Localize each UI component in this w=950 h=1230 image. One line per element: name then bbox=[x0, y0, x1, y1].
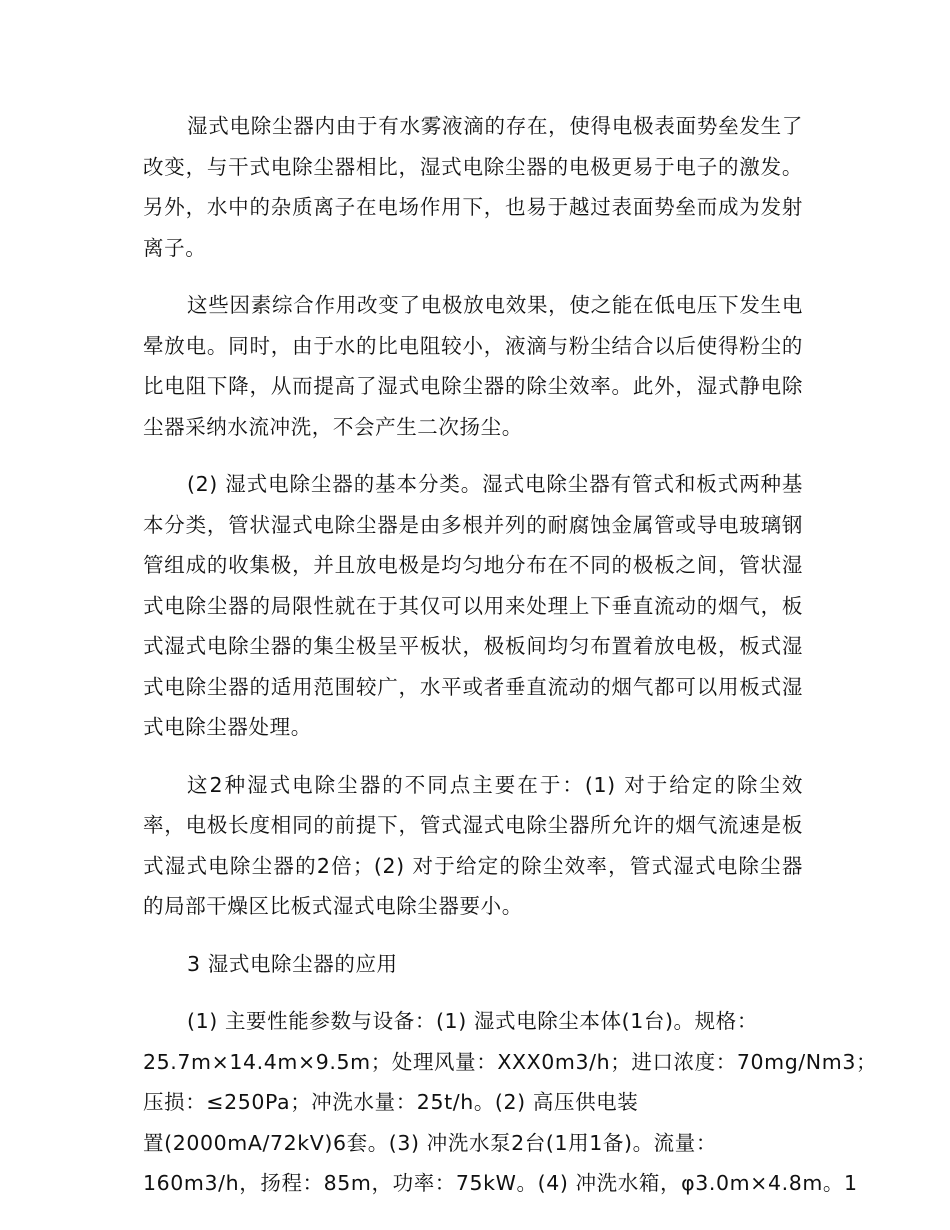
spec-line: 160m3/h，扬程：85m，功率：75kW。(4) 冲洗水箱，φ3.0m×4.8m。1 bbox=[143, 1171, 858, 1195]
paragraph-electrode-barrier: 湿式电除尘器内由于有水雾液滴的存在，使得电极表面势垒发生了改变，与干式电除尘器相比，湿式电除尘器的电极更易于电子的激发。另外，水中的杂质离子在电场作用下，也易于越过表面势垒而成为发射离子。 bbox=[143, 114, 803, 260]
document-body bbox=[143, 106, 878, 1204]
section-heading: 3 湿式电除尘器的应用 bbox=[187, 951, 398, 976]
paragraph-differences: 这2种湿式电除尘器的不同点主要在于：(1) 对于给定的除尘效率，电极长度相同的前提下，管式湿式电除尘器所允许的烟气流速是板式湿式电除尘器的2倍；(2) 对于给定的除尘效率，管式湿式电除尘器的局部干燥区比板式湿式电除尘器要小。 bbox=[143, 772, 803, 918]
spec-line: 25.7m×14.4m×9.5m；处理风量：XXX0m3/h；进口浓度：70mg/Nm3； bbox=[143, 1049, 878, 1074]
spec-line: 置(2000mA/72kV)6套。(3) 冲洗水泵2台(1用1备)。流量： bbox=[143, 1130, 717, 1155]
spec-line: (1) 主要性能参数与设备：(1) 湿式电除尘本体(1台)。规格： bbox=[187, 1009, 758, 1033]
paragraph-performance-specs bbox=[143, 1001, 878, 1204]
paragraph-basic-classification: (2) 湿式电除尘器的基本分类。湿式电除尘器有管式和板式两种基本分类，管状湿式电除尘器是由多根并列的耐腐蚀金属管或导电玻璃钢管组成的收集极，并且放电极是均匀地分布在不同的极板之间，管状湿式电除尘器的局限性就在于其仅可以用来处理上下垂直流动的烟气，板式湿式电除尘器的集尘极呈平板状，极板间均匀布置着放电极，板式湿式电除尘器的适用范围较广，水平或者垂直流动的烟气都可以用板式湿式电除尘器处理。 bbox=[143, 472, 803, 739]
spec-line: 压损：≤250Pa；冲洗水量：25t/h。(2) 高压供电装 bbox=[143, 1090, 639, 1114]
paragraph-corona-discharge: 这些因素综合作用改变了电极放电效果，使之能在低电压下发生电晕放电。同时，由于水的比电阻较小，液滴与粉尘结合以后使得粉尘的比电阻下降，从而提高了湿式电除尘器的除尘效率。此外，湿式静电除尘器采纳水流冲洗，不会产生二次扬尘。 bbox=[143, 293, 803, 439]
